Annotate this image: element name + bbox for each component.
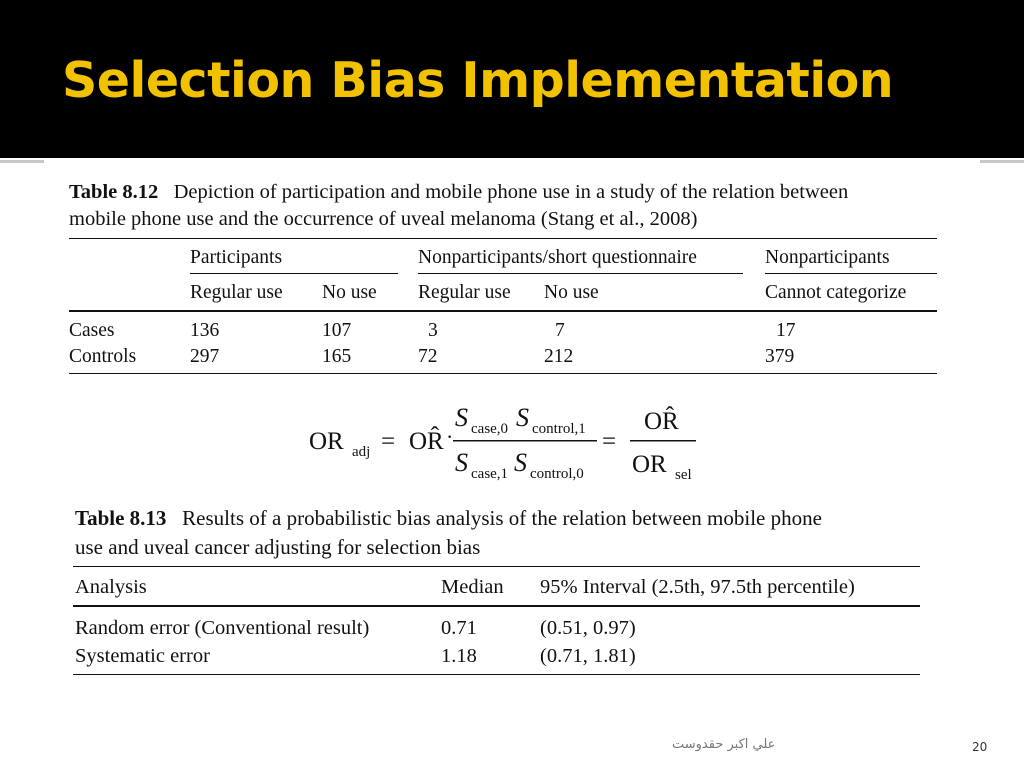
formula-or: OR [309, 428, 344, 455]
selection-bias-formula [305, 398, 715, 490]
subheader-regular-use-np: Regular use [418, 282, 511, 303]
title-bar [0, 0, 1024, 158]
table2-caption-text: Results of a probabilistic bias analysis of the relation between mobile phone [182, 506, 822, 530]
table1-caption-line2: mobile phone use and the occurrence of uveal melanoma (Stang et al., 2008) [69, 208, 698, 230]
divider-right [980, 160, 1024, 163]
formula-case0-subscript: case,0 [471, 421, 509, 437]
slide-title: Selection Bias Implementation [62, 52, 894, 109]
table-cell: 107 [322, 320, 352, 341]
table1-header-rule [69, 310, 937, 312]
table1-caption-text: Depiction of participation and mobile phone use in a study of the relation between [173, 181, 849, 203]
table-cell: 212 [544, 346, 574, 367]
table-cell: Random error (Conventional result) [75, 617, 370, 639]
table1-label: Table 8.12 [69, 181, 159, 203]
formula-adj-subscript: adj [352, 444, 371, 460]
table2-top-rule [73, 566, 920, 567]
table-cell: 165 [322, 346, 352, 367]
table-cell: 379 [765, 346, 795, 367]
table-cell: (0.51, 0.97) [540, 617, 636, 639]
page-number: 20 [972, 740, 988, 754]
header-analysis: Analysis [75, 576, 147, 598]
group-header-nonparticipants-short: Nonparticipants/short questionnaire [418, 247, 697, 268]
subheader-no-use: No use [322, 282, 377, 303]
formula-dot: · [446, 424, 454, 449]
table-cell: 3 [428, 320, 438, 341]
header-median: Median [441, 576, 504, 598]
row-label-controls: Controls [69, 346, 137, 367]
table-cell: 136 [190, 320, 220, 341]
formula-fraction-bar-2 [630, 440, 696, 442]
formula-or-hat: OR̂ [409, 428, 444, 455]
formula-s-case0: S [455, 403, 468, 432]
table1-top-rule [69, 238, 937, 239]
formula-or-sel: OR [632, 451, 667, 478]
header-interval: 95% Interval (2.5th, 97.5th percentile) [540, 576, 855, 598]
group-rule-nonparticipants [765, 273, 937, 274]
table-cell: 0.71 [441, 617, 477, 639]
table-cell: 1.18 [441, 645, 477, 667]
formula-s-case1: S [455, 448, 468, 477]
formula-control1-subscript: control,1 [532, 421, 586, 437]
formula-fraction-bar-1 [453, 440, 597, 442]
group-rule-nonparticipants-short [418, 273, 743, 274]
table2-label: Table 8.13 [75, 506, 167, 530]
table1-caption-line1 [69, 181, 848, 204]
table2-caption-line2: use and uveal cancer adjusting for selection bias [75, 535, 481, 559]
table-cell: 72 [418, 346, 438, 367]
formula-equals-1: = [381, 428, 396, 455]
group-rule-participants [190, 273, 398, 274]
formula-s-control0: S [514, 448, 527, 477]
footer-author: علي اكبر حقدوست [672, 737, 776, 752]
formula-numerator-or-hat: OR̂ [644, 408, 679, 435]
formula-equals-2: = [602, 428, 617, 455]
table2-caption-line1 [75, 506, 822, 531]
subheader-cannot-categorize: Cannot categorize [765, 282, 907, 303]
table-cell: 297 [190, 346, 220, 367]
table-cell: 7 [555, 320, 565, 341]
formula-control0-subscript: control,0 [530, 466, 584, 482]
table2-header-rule [73, 605, 920, 607]
subheader-regular-use: Regular use [190, 282, 283, 303]
table-cell: (0.71, 1.81) [540, 645, 636, 667]
subheader-no-use-np: No use [544, 282, 599, 303]
group-header-participants: Participants [190, 247, 283, 268]
table-cell: 17 [776, 320, 796, 341]
table1-bottom-rule [69, 373, 937, 374]
row-label-cases: Cases [69, 320, 115, 341]
formula-s-control1: S [516, 403, 529, 432]
divider-left [0, 160, 44, 163]
formula-sel-subscript: sel [675, 467, 692, 483]
table2-bottom-rule [73, 674, 920, 675]
group-header-nonparticipants: Nonparticipants [765, 247, 890, 268]
formula-case1-subscript: case,1 [471, 466, 509, 482]
table-cell: Systematic error [75, 645, 210, 667]
